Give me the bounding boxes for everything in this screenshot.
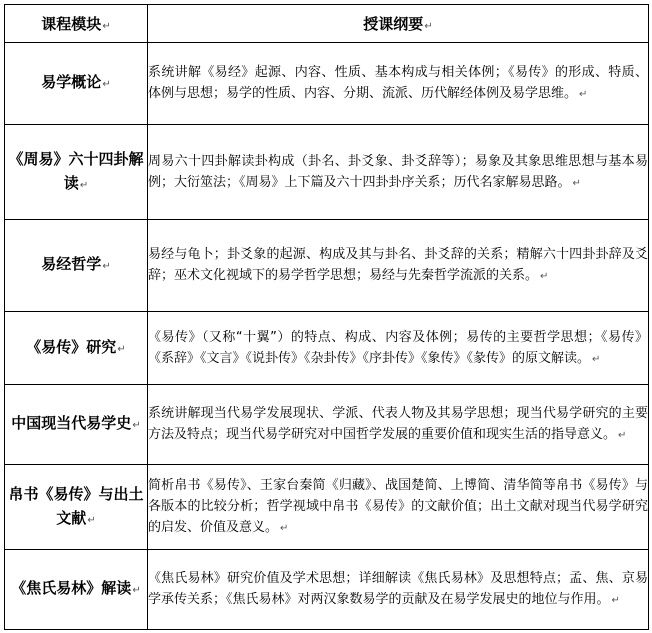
paragraph-mark-icon: ↵ (618, 430, 627, 441)
outline-text: 《焦氏易林》研究价值及学术思想；详细解读《焦氏易林》及思想特点；孟、焦、京易学承传关系；《焦氏易林》对两汉象数易学的贡献及在易学发展史的地位与作用。 (148, 571, 648, 607)
paragraph-mark-icon: ↵ (132, 585, 141, 596)
module-name: 易学概论 (41, 73, 102, 91)
module-cell (5, 465, 148, 550)
module-cell (5, 125, 148, 220)
table-header-row (5, 5, 649, 43)
outline-text: 系统讲解《易经》起源、内容、性质、基本构成与相关体例；《易传》的形成、特质、体例与思想；易学的性质、内容、分期、流派、历代解经体例及易学思维。 (148, 65, 648, 101)
paragraph-mark-icon: ↵ (102, 79, 111, 90)
outline-text: 《易传》（又称“十翼”）的特点、构成、内容及体例；易传的主要哲学思想；《易传》《系辞》《文言》《说卦传》《杂卦传》《序卦传》《象传》《彖传》的原文解读。 (148, 329, 648, 366)
module-name: 易经哲学 (41, 255, 102, 273)
module-cell (5, 385, 148, 465)
outline-cell (148, 550, 649, 630)
module-name: 帛书《易传》与出土文献 (8, 484, 144, 527)
outline-cell (148, 465, 649, 550)
course-outline-table (4, 4, 649, 630)
outline-column-header-text: 授课纲要 (363, 15, 424, 33)
table-row (5, 385, 649, 465)
paragraph-mark-icon: ↵ (132, 420, 141, 431)
outline-cell (148, 220, 649, 312)
outline-text: 简析帛书《易传》、王家台秦简《归藏》、战国楚简、上博简、清华简等帛书《易传》与各版本的比较分析；哲学视域中帛书《易传》的文献价值；出土文献对现当代易学研究的启发、价值及意义。 (148, 478, 648, 535)
outline-text: 易经与龟卜；卦爻象的起源、构成及其与卦名、卦爻辞的关系；精解六十四卦卦辞及爻辞；巫术文化视域下的易学哲学思想；易经与先秦哲学流派的关系。 (148, 247, 648, 283)
paragraph-mark-icon: ↵ (87, 514, 96, 526)
outline-text: 周易六十四卦解读卦构成（卦名、卦爻象、卦爻辞等）；易象及其象思维思想与基本易例；大衍筮法；《周易》上下篇及六十四卦卦序关系；历代名家解易思路。 (148, 153, 648, 190)
outline-text: 系统讲解现当代易学发展现状、学派、代表人物及其易学思想；现当代易学研究的主要方法及特点；现当代易学研究对中国哲学发展的重要价值和现实生活的指导意义。 (148, 406, 648, 442)
outline-cell (148, 385, 649, 465)
table-row (5, 465, 649, 550)
table-row (5, 220, 649, 312)
module-cell (5, 220, 148, 312)
paragraph-mark-icon: ↵ (572, 177, 581, 189)
paragraph-mark-icon: ↵ (102, 21, 111, 32)
paragraph-mark-icon: ↵ (592, 353, 601, 365)
module-name: 中国现当代易学史 (11, 414, 132, 432)
table-row (5, 550, 649, 630)
paragraph-mark-icon: ↵ (79, 179, 89, 191)
outline-column-header (148, 5, 649, 43)
module-name: 《易传》研究 (26, 337, 117, 356)
paragraph-mark-icon: ↵ (424, 21, 433, 32)
paragraph-mark-icon: ↵ (102, 261, 111, 272)
module-column-header (5, 5, 148, 43)
outline-cell (148, 125, 649, 220)
paragraph-mark-icon: ↵ (117, 343, 126, 355)
paragraph-mark-icon: ↵ (611, 595, 620, 606)
module-cell (5, 550, 148, 630)
module-column-header-text: 课程模块 (41, 15, 102, 33)
paragraph-mark-icon: ↵ (540, 271, 549, 282)
module-cell (5, 43, 148, 125)
table-row (5, 125, 649, 220)
module-name: 《周易》六十四卦解读 (8, 149, 144, 192)
module-cell (5, 312, 148, 385)
table-row (5, 312, 649, 385)
paragraph-mark-icon: ↵ (579, 89, 588, 100)
outline-cell (148, 312, 649, 385)
table-row (5, 43, 649, 125)
outline-cell (148, 43, 649, 125)
paragraph-mark-icon: ↵ (280, 523, 289, 534)
module-name: 《焦氏易林》解读 (11, 579, 132, 597)
